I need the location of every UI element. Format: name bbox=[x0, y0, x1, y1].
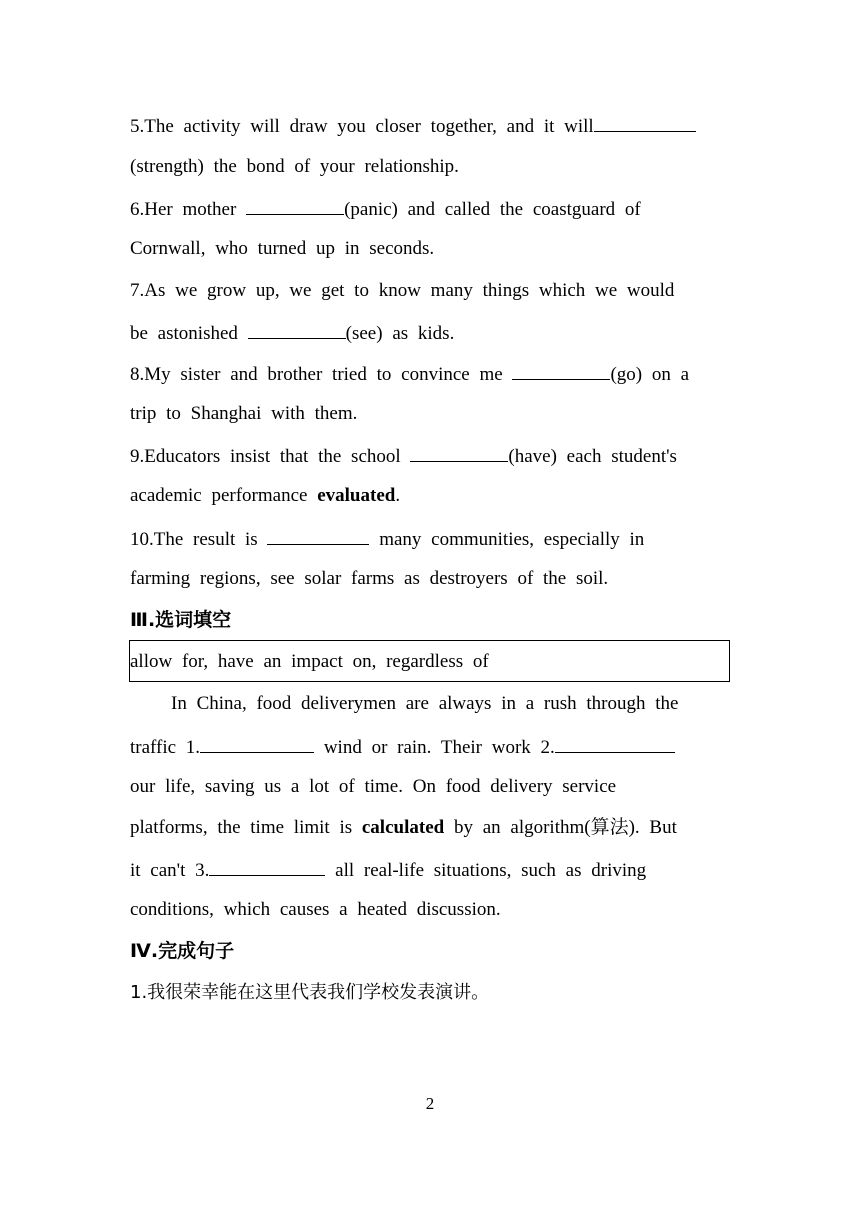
question-10-text-a1: 10.The result is bbox=[130, 529, 258, 550]
passage-line-3 bbox=[130, 775, 724, 799]
question-6-text-c: Cornwall, who turned up in seconds. bbox=[130, 238, 435, 259]
question-10-line-1 bbox=[130, 526, 724, 552]
question-6-line-1 bbox=[130, 196, 724, 222]
question-7-line-2 bbox=[130, 320, 724, 346]
question-7-text-b2: (see) as kids. bbox=[345, 323, 455, 344]
question-8-text-a2: (go) on a bbox=[610, 364, 690, 385]
question-7-text-b1: be astonished bbox=[130, 323, 238, 344]
passage-bold-word: calculated bbox=[361, 817, 445, 838]
passage-text-2b: wind or rain. Their work 2. bbox=[323, 737, 555, 758]
question-5-text-a: 5.The activity will draw you closer together, and it will bbox=[130, 116, 594, 137]
answer-blank-6[interactable] bbox=[246, 196, 344, 215]
passage-line-4 bbox=[130, 816, 724, 840]
passage-text-4b: by an algorithm(算法). But bbox=[453, 817, 677, 838]
word-bank-text: allow for, have an impact on, regardless of bbox=[130, 651, 489, 672]
passage-line-5 bbox=[130, 857, 724, 883]
question-9-text-a1: 9.Educators insist that the school bbox=[130, 446, 401, 467]
passage-text-6: conditions, which causes a heated discussion. bbox=[130, 899, 501, 920]
question-9-period: . bbox=[395, 485, 401, 506]
passage-blank-3[interactable] bbox=[209, 857, 325, 876]
question-8-text-a1: 8.My sister and brother tried to convince me bbox=[130, 364, 503, 385]
question-5-text-b: (strength) the bond of your relationship. bbox=[130, 156, 459, 177]
section-3-heading: Ⅲ.选词填空 bbox=[130, 609, 232, 631]
answer-blank-9[interactable] bbox=[410, 443, 508, 462]
question-10-line-2 bbox=[130, 567, 724, 591]
passage-text-1: In China, food deliverymen are always in a rush through the bbox=[171, 693, 679, 714]
question-6-text-a: 6.Her mother bbox=[130, 199, 237, 220]
section-4-heading: Ⅳ.完成句子 bbox=[130, 940, 235, 962]
question-9-line-1 bbox=[130, 443, 724, 469]
sentence-1-line bbox=[130, 981, 724, 1005]
passage-blank-2[interactable] bbox=[555, 734, 675, 753]
word-bank-box bbox=[129, 640, 730, 682]
question-9-bold-word: evaluated bbox=[317, 485, 396, 506]
passage-text-3: our life, saving us a lot of time. On food delivery service bbox=[130, 776, 617, 797]
sentence-1-text: 1.我很荣幸能在这里代表我们学校发表演讲。 bbox=[130, 982, 490, 1003]
question-8-line-2 bbox=[130, 402, 724, 426]
question-5-line-1 bbox=[130, 113, 724, 139]
question-9-text-a2: (have) each student's bbox=[508, 446, 677, 467]
answer-blank-5[interactable] bbox=[594, 113, 696, 132]
question-5-line-2 bbox=[130, 155, 724, 179]
passage-text-2a: traffic 1. bbox=[130, 737, 201, 758]
passage-text-5a: it can't 3. bbox=[130, 860, 210, 881]
question-9-text-b1: academic performance bbox=[130, 485, 308, 506]
passage-text-5b: all real-life situations, such as driving bbox=[335, 860, 647, 881]
answer-blank-7[interactable] bbox=[248, 320, 346, 339]
question-8-line-1 bbox=[130, 361, 724, 387]
question-6-line-2 bbox=[130, 237, 724, 261]
page-number: 2 bbox=[425, 1094, 435, 1113]
question-10-text-a2: many communities, especially in bbox=[379, 529, 645, 550]
passage-line-2 bbox=[130, 734, 724, 760]
answer-blank-8[interactable] bbox=[512, 361, 610, 380]
passage-line-6 bbox=[130, 898, 724, 922]
question-8-text-b: trip to Shanghai with them. bbox=[130, 403, 358, 424]
question-7-text-a: 7.As we grow up, we get to know many things which we would bbox=[130, 280, 675, 301]
passage-line-1 bbox=[171, 692, 711, 716]
passage-text-4a: platforms, the time limit is bbox=[130, 817, 353, 838]
passage-blank-1[interactable] bbox=[200, 734, 314, 753]
question-10-text-b: farming regions, see solar farms as destroyers of the soil. bbox=[130, 568, 609, 589]
answer-blank-10[interactable] bbox=[267, 526, 369, 545]
question-6-text-b: (panic) and called the coastguard of bbox=[344, 199, 641, 220]
question-9-line-2 bbox=[130, 484, 724, 508]
question-7-line-1 bbox=[130, 279, 724, 303]
